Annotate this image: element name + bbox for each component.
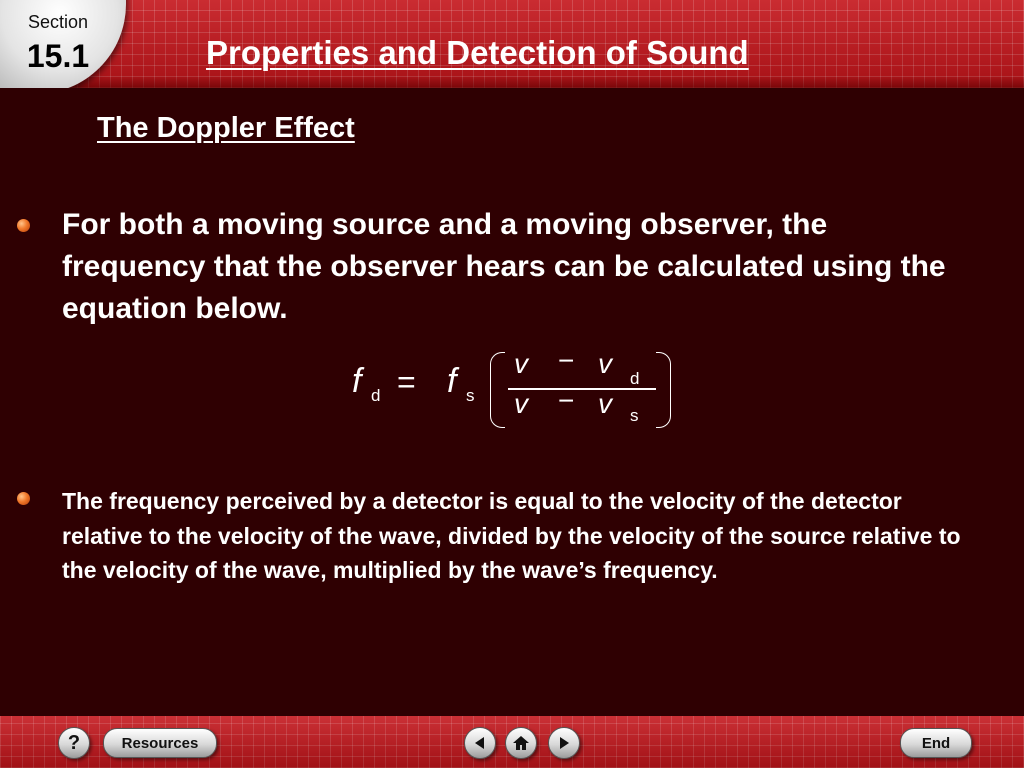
section-label: Section (27, 12, 89, 32)
home-button[interactable] (505, 727, 537, 759)
equation-equals: = (397, 364, 416, 400)
previous-button[interactable] (464, 727, 496, 759)
next-button[interactable] (548, 727, 580, 759)
slide-subtitle: The Doppler Effect (97, 112, 355, 144)
section-number: 15.1 (26, 38, 90, 74)
denominator-v-source: v (598, 388, 612, 419)
numerator-minus: − (558, 345, 575, 376)
bullet-text-2: The frequency perceived by a detector is equal to the velocity of the detector relative to the velocity of the wave, divided by the velocity of the source relative to the velocity of the wave, multiplied by the wave’s frequency. (62, 488, 961, 583)
help-button[interactable] (58, 727, 90, 759)
bullet-icon (17, 219, 30, 232)
fraction-bar (508, 388, 656, 390)
equation-f-source: f (447, 362, 457, 400)
arrow-left-icon (472, 735, 488, 751)
equation-f-detected: f (352, 362, 362, 400)
resources-button[interactable]: Resources (103, 728, 217, 758)
bullet-icon (17, 492, 30, 505)
bullet-text-1: For both a moving source and a moving observer, the frequency that the observer hears can be calculated using the equation below. (62, 208, 946, 325)
left-parenthesis (490, 352, 505, 428)
numerator-v-detector: v (598, 348, 612, 379)
home-icon (512, 734, 530, 752)
denominator-sub-s: s (630, 406, 639, 425)
header-shade (0, 76, 1024, 88)
help-icon: ? (67, 731, 81, 754)
right-parenthesis (656, 352, 671, 428)
end-button[interactable]: End (900, 728, 972, 758)
denominator-v: v (514, 388, 528, 419)
equation-sub-s: s (466, 386, 475, 405)
content-panel (0, 88, 1024, 716)
arrow-right-icon (556, 735, 572, 751)
numerator-sub-d: d (630, 369, 640, 388)
numerator-v: v (514, 348, 528, 379)
equation-sub-d: d (371, 386, 381, 405)
denominator-minus: − (558, 385, 575, 416)
page-title: Properties and Detection of Sound (206, 34, 749, 71)
